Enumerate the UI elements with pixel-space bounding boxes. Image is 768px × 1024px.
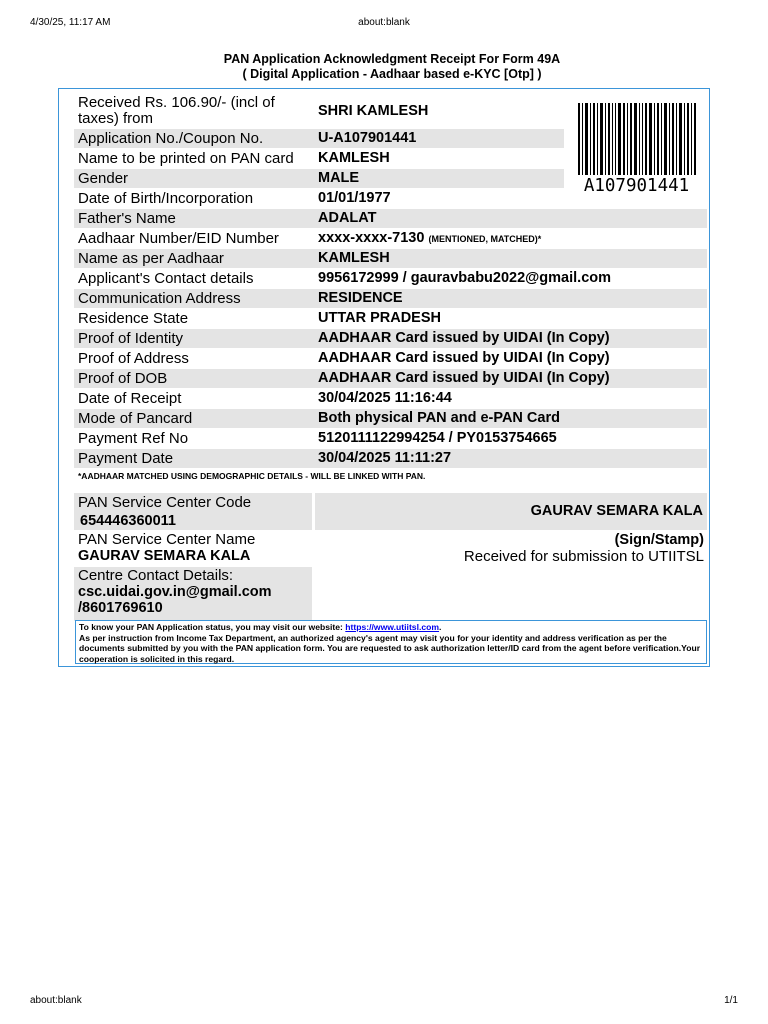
- sign-stamp-block: [464, 532, 704, 565]
- row-value: Both physical PAN and e-PAN Card: [318, 410, 560, 426]
- service-center-code-cell: [74, 493, 312, 530]
- service-center-code-label: PAN Service Center Code: [78, 494, 252, 511]
- service-center-name-label: PAN Service Center Name: [78, 531, 256, 548]
- row-label: Received Rs. 106.90/- (incl of taxes) from: [78, 94, 275, 127]
- row-application-no: [74, 129, 564, 148]
- row-value: 5120111122994254 / PY0153754665: [318, 430, 557, 446]
- row-value: KAMLESH: [318, 250, 390, 266]
- row-label: Proof of Identity: [78, 330, 184, 347]
- print-page-title: about:blank: [358, 17, 410, 28]
- row-label: Name to be printed on PAN card: [78, 150, 294, 167]
- receipt-box: [58, 88, 710, 667]
- row-value: SHRI KAMLESH: [318, 103, 429, 119]
- row-proof-identity: [74, 329, 707, 348]
- row-value: AADHAAR Card issued by UIDAI (In Copy): [318, 330, 610, 346]
- row-residence-state: [74, 309, 707, 328]
- row-dob: [74, 189, 564, 208]
- aadhaar-masked: xxxx-xxxx-7130: [318, 230, 425, 246]
- barcode: [571, 101, 701, 195]
- row-value: ADALAT: [318, 210, 377, 226]
- centre-contact-value: csc.uidai.gov.in@gmail.com /8601769610: [78, 584, 272, 616]
- row-date-receipt: [74, 389, 707, 408]
- received-for-submission: Received for submission to UTIITSL: [463, 548, 704, 565]
- print-footer-url: about:blank: [30, 995, 82, 1006]
- row-label: Aadhaar Number/EID Number: [78, 230, 279, 247]
- aadhaar-match-note: (MENTIONED, MATCHED)*: [428, 234, 542, 244]
- info-notice: [75, 620, 707, 664]
- row-label: Payment Ref No: [78, 430, 189, 447]
- row-name-on-card: [74, 149, 564, 168]
- row-label: Name as per Aadhaar: [78, 250, 224, 267]
- row-proof-address: [74, 349, 707, 368]
- verification-notice: As per instruction from Income Tax Department, an authorized agency's agent may visit you for your identity and address verification as per the documents submitted by you with the PAN application form. You are requested to ask authorization letter/ID card from the agent before verification.Your cooperation is solicited in this regard.: [79, 632, 701, 664]
- row-value: U-A107901441: [318, 130, 417, 146]
- row-label: Applicant's Contact details: [78, 270, 254, 287]
- receipt-title-line2: ( Digital Application - Aadhaar based e-KYC [Otp] ): [242, 67, 542, 81]
- row-label: Gender: [78, 170, 129, 187]
- status-info-prefix: To know your PAN Application status, you may visit our website:: [79, 622, 346, 632]
- row-contact-details: [74, 269, 707, 288]
- row-label: Application No./Coupon No.: [78, 130, 264, 147]
- receipt-title: [0, 52, 768, 82]
- row-value: 30/04/2025 11:16:44: [318, 390, 452, 406]
- row-payment-date: [74, 449, 707, 468]
- row-label: Father's Name: [78, 210, 176, 227]
- service-center-name: [78, 532, 318, 564]
- row-label: Mode of Pancard: [78, 410, 193, 427]
- row-value: 9956172999 / gauravbabu2022@gmail.com: [318, 270, 612, 286]
- row-label: Proof of Address: [78, 350, 189, 367]
- row-communication-address: [74, 289, 707, 308]
- row-gender: [74, 169, 564, 188]
- row-label: Payment Date: [78, 450, 174, 467]
- status-info-line: [79, 622, 703, 633]
- row-name-as-aadhaar: [74, 249, 707, 268]
- status-info-suffix: .: [439, 622, 442, 632]
- service-center-code-value: 654446360011: [80, 513, 176, 529]
- aadhaar-footnote: *AADHAAR MATCHED USING DEMOGRAPHIC DETAILS - WILL BE LINKED WITH PAN.: [78, 471, 426, 481]
- row-payment-ref: [74, 429, 707, 448]
- row-label: Proof of DOB: [78, 370, 168, 387]
- barcode-number: A107901441: [583, 176, 690, 196]
- row-aadhaar-number: [74, 229, 707, 248]
- row-label: Residence State: [78, 310, 189, 327]
- receipt-title-line1: PAN Application Acknowledgment Receipt For Form 49A: [223, 52, 561, 66]
- barcode-bars: [578, 103, 696, 175]
- print-datetime: 4/30/25, 11:17 AM: [30, 17, 111, 28]
- row-value: [318, 229, 541, 249]
- service-center-name-value: GAURAV SEMARA KALA: [78, 548, 251, 564]
- row-value: UTTAR PRADESH: [318, 310, 441, 326]
- row-label: Date of Birth/Incorporation: [78, 190, 254, 207]
- row-father-name: [74, 209, 707, 228]
- sign-stamp-label: (Sign/Stamp): [614, 532, 704, 548]
- row-value: 01/01/1977: [318, 190, 391, 206]
- row-label: Date of Receipt: [78, 390, 182, 407]
- agent-name-cell: [315, 493, 707, 530]
- row-value: MALE: [318, 170, 360, 186]
- row-value: AADHAAR Card issued by UIDAI (In Copy): [318, 370, 610, 386]
- row-value: KAMLESH: [318, 150, 390, 166]
- centre-contact-cell: [74, 567, 312, 621]
- centre-contact-label: Centre Contact Details:: [78, 567, 234, 584]
- row-label: Communication Address: [78, 290, 241, 307]
- row-value: 30/04/2025 11:11:27: [318, 450, 452, 466]
- agent-name: GAURAV SEMARA KALA: [530, 503, 703, 519]
- row-value: RESIDENCE: [318, 290, 403, 306]
- print-page-number: 1/1: [724, 995, 738, 1006]
- row-value: AADHAAR Card issued by UIDAI (In Copy): [318, 350, 610, 366]
- utiitsl-link[interactable]: https://www.utiitsl.com: [345, 622, 440, 632]
- row-mode-pancard: [74, 409, 707, 428]
- row-proof-dob: [74, 369, 707, 388]
